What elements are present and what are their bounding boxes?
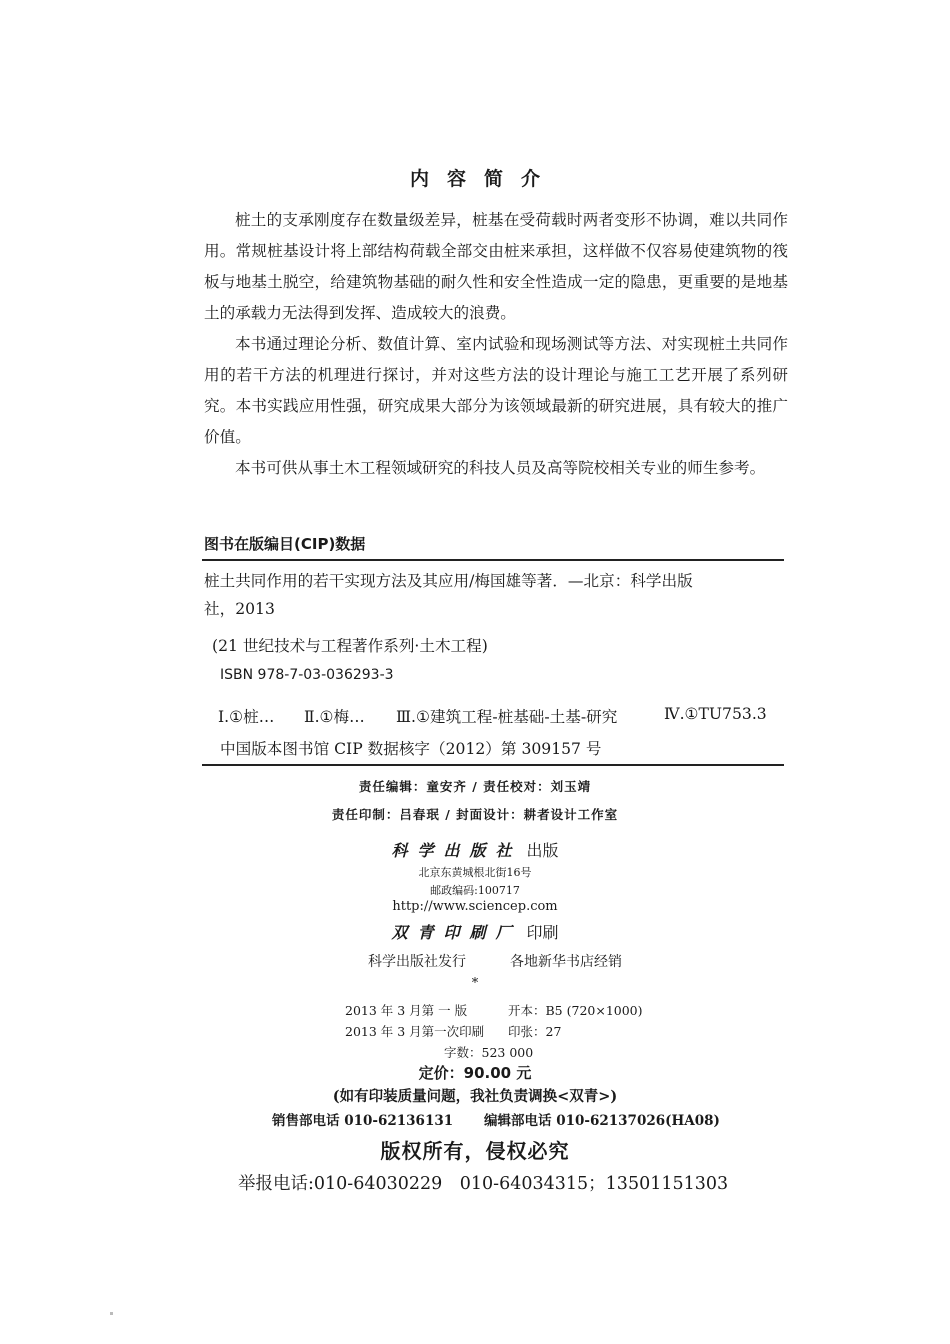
cip-series: (21 世纪技术与工程著作系列·土木工程) <box>212 637 488 655</box>
cip-bottom-rule <box>202 764 784 766</box>
cip-class-3: Ⅲ.①建筑工程-桩基础-土基-研究 <box>396 708 618 726</box>
printing-line: 2013 年 3 月第一次印刷 <box>345 1024 485 1039</box>
cip-entry-line1: 桩土共同作用的若干实现方法及其应用/梅国雄等著．—北京：科学出版 <box>204 572 693 590</box>
cip-class-2: Ⅱ.①梅… <box>304 708 365 726</box>
report-phone: 举报电话:010-64030229 010-64034315；13501151303 <box>238 1174 729 1194</box>
editorial-phone: 编辑部电话 010-62137026(HA08) <box>484 1113 720 1129</box>
edition-line: 2013 年 3 月第 一 版 <box>345 1003 468 1018</box>
publisher-role: 出版 <box>526 841 559 860</box>
cip-class-1: Ⅰ.①桩… <box>218 708 275 726</box>
cip-isbn: ISBN 978-7-03-036293-3 <box>220 667 394 683</box>
summary-paragraph-1: 桩土的支承刚度存在数量级差异，桩基在受荷载时两者变形不协调，难以共同作用。常规桩基设计将上部结构荷载全部交由桩来承担，这样做不仅容易使建筑物的筏板与地基土脱空，给建筑物基础的耐久性和安全性造成一定的隐患，更重要的是地基土的承载力无法得到发挥、造成较大的浪费。 <box>204 211 788 322</box>
separator-asterisk: * <box>471 976 479 991</box>
cip-class-4: Ⅳ.①TU753.3 <box>664 705 767 723</box>
cip-title: 图书在版编目(CIP)数据 <box>204 535 366 553</box>
cip-entry-line2: 社，2013 <box>204 600 275 618</box>
printer-line <box>0 920 950 943</box>
copyright-notice: 版权所有，侵权必究 <box>380 1139 570 1163</box>
book-format: 开本：B5 (720×1000) <box>508 1003 643 1018</box>
summary-heading: 内容简介 <box>409 168 558 190</box>
scan-speck <box>110 1312 113 1315</box>
seller: 各地新华书店经销 <box>510 954 622 970</box>
publisher-url: http://www.sciencep.com <box>392 899 558 914</box>
print-credits: 责任印制：吕春珉 / 封面设计：耕者设计工作室 <box>331 807 619 822</box>
price: 定价：90.00 元 <box>418 1064 532 1082</box>
publisher-postcode: 邮政编码:100717 <box>430 884 520 897</box>
printer-role: 印刷 <box>526 923 559 942</box>
distributor: 科学出版社发行 <box>368 954 466 970</box>
quality-note: (如有印装质量问题，我社负责调换<双青>) <box>332 1088 618 1105</box>
editor-credits: 责任编辑：童安齐 / 责任校对：刘玉靖 <box>358 779 592 794</box>
printed-sheets: 印张：27 <box>508 1024 562 1039</box>
printer-name: 双青印刷厂 <box>391 923 522 942</box>
summary-paragraph-2: 本书通过理论分析、数值计算、室内试验和现场测试等方法、对实现桩土共同作用的若干方法的机理进行探讨，并对这些方法的设计理论与施工工艺开展了系列研究。本书实践应用性强，研究成果大部分为该领域最新的研究进展，具有较大的推广价值。 <box>204 335 788 446</box>
cip-top-rule <box>202 559 784 561</box>
publisher-address: 北京东黄城根北街16号 <box>418 866 532 879</box>
cip-record-number: 中国版本图书馆 CIP 数据核字（2012）第 309157 号 <box>220 740 602 758</box>
publisher-name: 科学出版社 <box>391 841 522 860</box>
publisher-line <box>0 838 950 861</box>
word-count: 字数：523 000 <box>444 1045 534 1060</box>
summary-paragraph-3: 本书可供从事土木工程领域研究的科技人员及高等院校相关专业的师生参考。 <box>235 459 766 477</box>
sales-phone: 销售部电话 010-62136131 <box>272 1113 454 1129</box>
